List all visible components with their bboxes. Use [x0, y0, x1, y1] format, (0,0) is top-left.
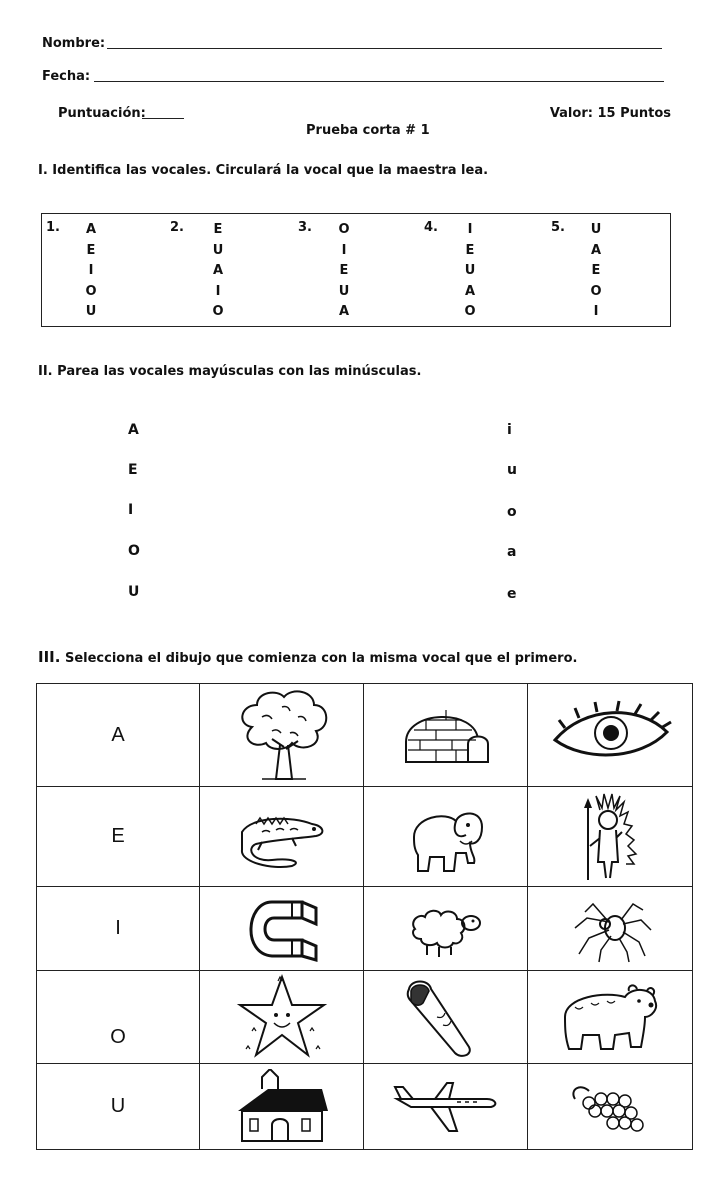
picture-option[interactable] — [364, 787, 528, 887]
quiz-title: Prueba corta # 1 — [306, 123, 430, 138]
airplane-icon — [391, 1077, 501, 1137]
vowel-option[interactable]: I — [593, 304, 599, 319]
date-label: Fecha: — [42, 69, 91, 84]
score-line[interactable] — [142, 118, 184, 119]
indian-icon — [570, 792, 650, 882]
picture-option[interactable] — [364, 1064, 528, 1150]
vowel-option[interactable]: O — [85, 283, 97, 299]
uppercase-vowel[interactable]: E — [128, 462, 138, 478]
eye-icon — [545, 700, 675, 770]
picture-option[interactable] — [528, 684, 693, 787]
picture-option[interactable] — [200, 971, 364, 1064]
bear-icon — [555, 977, 665, 1057]
picture-option[interactable] — [364, 887, 528, 971]
vowel-option[interactable]: U — [464, 263, 476, 278]
table-row — [37, 887, 693, 971]
name-line[interactable] — [107, 48, 662, 49]
row-vowel: O — [37, 971, 200, 1064]
igloo-icon — [396, 700, 496, 770]
row-vowel: U — [37, 1064, 200, 1150]
magnet-icon — [232, 894, 332, 964]
group-number: 1. — [46, 220, 60, 235]
name-label: Nombre: — [42, 36, 106, 51]
vowel-option[interactable]: A — [85, 222, 97, 237]
section3-instruction — [38, 648, 577, 666]
group-number: 2. — [170, 220, 184, 235]
vowel-option[interactable]: E — [339, 263, 349, 278]
score-label: Puntuación: — [58, 106, 146, 121]
vowel-option[interactable]: A — [590, 242, 602, 258]
sheep-icon — [401, 899, 491, 959]
picture-option[interactable] — [528, 971, 693, 1064]
picture-option[interactable] — [200, 1064, 364, 1150]
section1-instruction: I. Identifica las vocales. Circulará la vocal que la maestra lea. — [38, 163, 489, 178]
uppercase-vowel[interactable]: U — [128, 584, 140, 600]
vowel-option[interactable]: U — [590, 222, 602, 237]
picture-option[interactable] — [364, 971, 528, 1064]
lowercase-vowel[interactable]: a — [507, 544, 517, 560]
group-number: 4. — [424, 220, 438, 235]
picture-option[interactable] — [528, 787, 693, 887]
table-row — [37, 787, 693, 887]
section3-number: III. — [38, 648, 61, 666]
vowel-option[interactable]: E — [86, 242, 96, 258]
lowercase-vowel[interactable]: i — [507, 422, 512, 438]
elephant-icon — [396, 797, 496, 877]
tree-icon — [232, 687, 332, 783]
vowel-box — [41, 213, 671, 327]
vowel-option[interactable]: I — [341, 242, 347, 258]
row-vowel: A — [37, 684, 200, 787]
picture-option[interactable] — [200, 787, 364, 887]
uppercase-vowel[interactable]: O — [128, 543, 140, 559]
group-number: 5. — [551, 220, 565, 235]
vowel-option[interactable]: I — [467, 222, 473, 237]
iguana-icon — [232, 802, 332, 872]
vowel-option[interactable]: I — [215, 283, 221, 299]
row-vowel: E — [37, 787, 200, 887]
vowel-option[interactable]: E — [213, 222, 223, 237]
vowel-option[interactable]: O — [338, 222, 350, 237]
star-icon — [232, 973, 332, 1061]
table-row — [37, 971, 693, 1064]
vowel-option[interactable]: O — [212, 304, 224, 319]
vowel-option[interactable]: A — [338, 304, 350, 319]
vowel-option[interactable]: I — [88, 263, 94, 278]
vowel-option[interactable]: A — [212, 263, 224, 278]
fingernail-icon — [401, 975, 491, 1059]
table-row — [37, 1064, 693, 1150]
lowercase-vowel[interactable]: o — [507, 504, 517, 520]
section2-instruction: II. Parea las vocales mayúsculas con las minúsculas. — [38, 364, 422, 379]
uppercase-vowel[interactable]: A — [128, 422, 139, 438]
vowel-option[interactable]: O — [590, 283, 602, 299]
value-label: Valor: 15 Puntos — [549, 106, 671, 121]
picture-option[interactable] — [528, 1064, 693, 1150]
group-number: 3. — [298, 220, 312, 235]
grapes-icon — [565, 1079, 655, 1135]
vowel-option[interactable]: U — [85, 304, 97, 319]
picture-option[interactable] — [200, 887, 364, 971]
vowel-option[interactable]: A — [464, 283, 476, 299]
lowercase-vowel[interactable]: u — [507, 462, 517, 478]
vowel-option[interactable]: U — [338, 283, 350, 299]
church-icon — [232, 1069, 332, 1145]
picture-option[interactable] — [200, 684, 364, 787]
picture-option[interactable] — [364, 684, 528, 787]
vowel-option[interactable]: U — [212, 242, 224, 258]
date-line[interactable] — [94, 81, 664, 82]
lowercase-vowel[interactable]: e — [507, 586, 517, 602]
spider-icon — [565, 894, 655, 964]
vowel-option[interactable]: O — [464, 304, 476, 319]
vowel-option[interactable]: E — [591, 263, 601, 278]
table-row — [37, 684, 693, 787]
uppercase-vowel[interactable]: I — [128, 502, 134, 518]
row-vowel: I — [37, 887, 200, 971]
vowel-option[interactable]: E — [465, 242, 475, 258]
section3-text: Selecciona el dibujo que comienza con la misma vocal que el primero. — [60, 651, 578, 666]
picture-table — [36, 683, 693, 1150]
picture-option[interactable] — [528, 887, 693, 971]
